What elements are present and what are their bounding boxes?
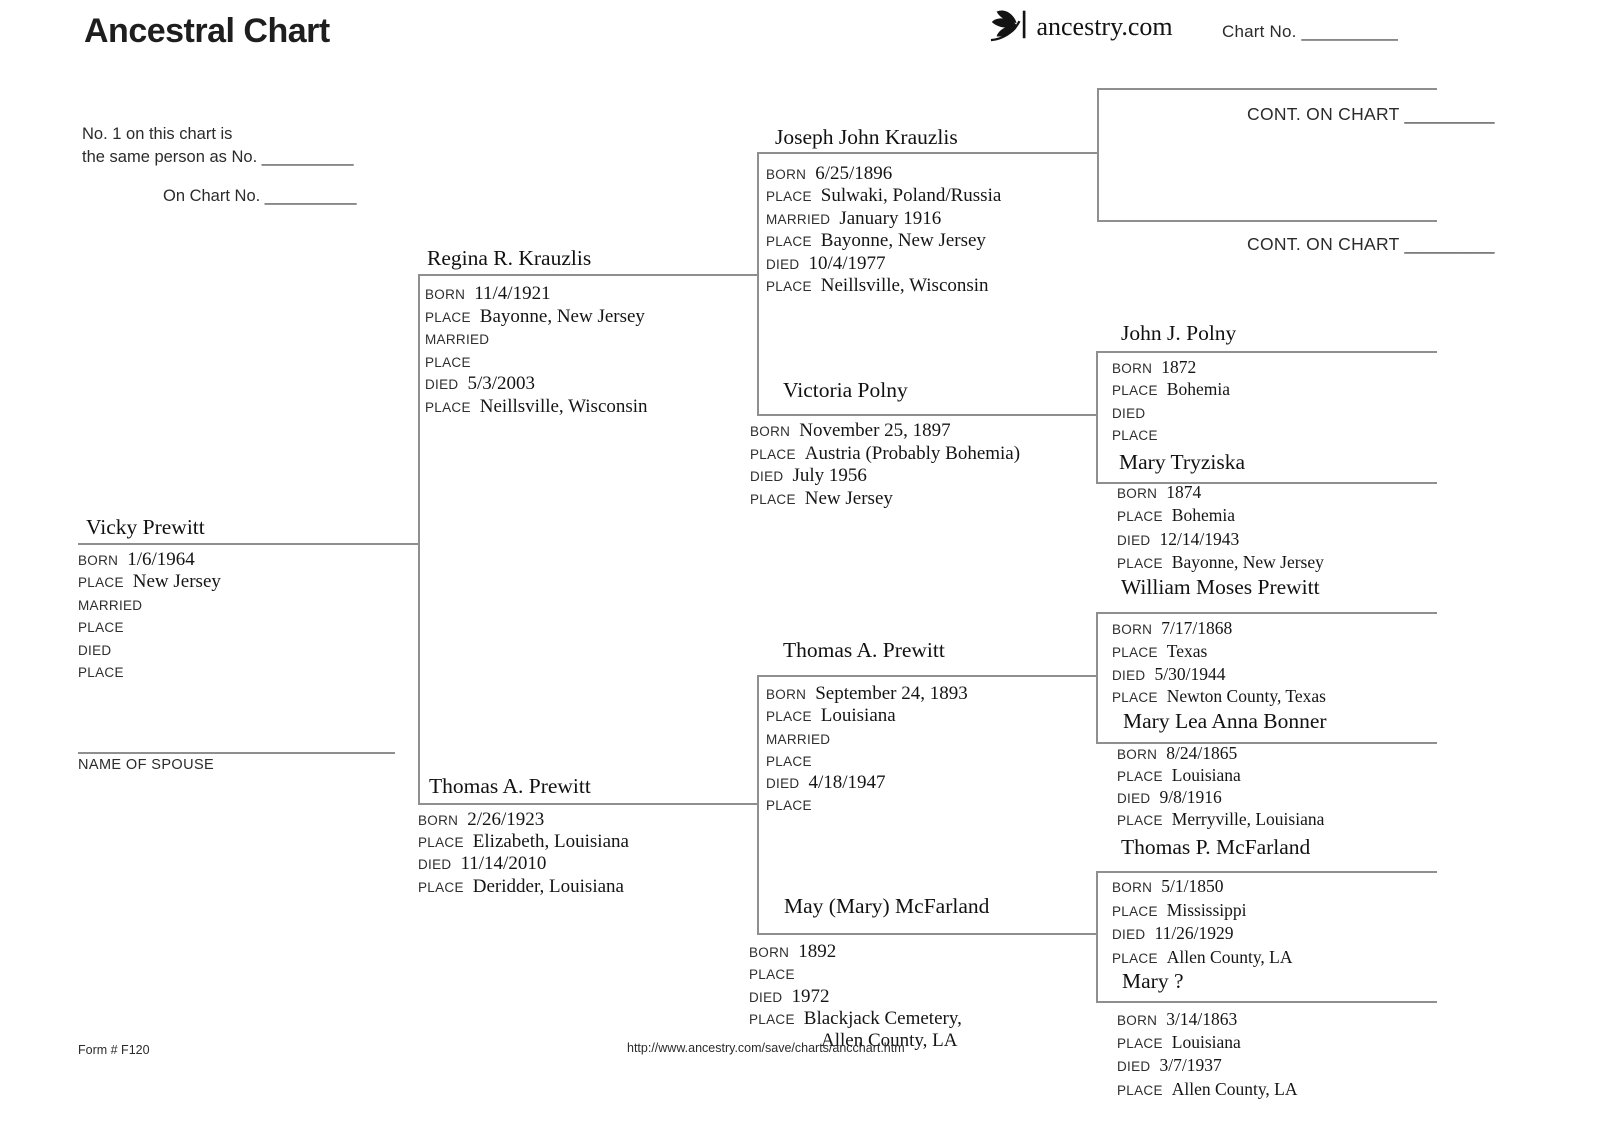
- field-label: PLACE: [766, 709, 812, 725]
- person-fields: [1117, 1008, 1298, 1101]
- field-label: BORN: [418, 813, 459, 828]
- field-value: Allen County, LA: [1171, 1078, 1298, 1099]
- person-name: Mary Tryziska: [1119, 450, 1246, 474]
- field-value: 10/4/1977: [808, 252, 886, 274]
- person-field-row: [1117, 808, 1324, 830]
- field-value: Louisiana: [1171, 1032, 1241, 1053]
- field-value: 4/18/1947: [808, 772, 886, 794]
- field-label: DIED: [1112, 927, 1146, 942]
- person-field-row: [766, 253, 1001, 275]
- person-name: William Moses Prewitt: [1121, 575, 1320, 599]
- connector-line-victoria: [757, 414, 1097, 416]
- person-field-row: [1112, 685, 1326, 708]
- person-field-row: [1117, 742, 1324, 764]
- connector-line-mary-q: [1096, 1001, 1437, 1003]
- field-value: 2/26/1923: [467, 809, 545, 830]
- person-field-row: [78, 594, 221, 616]
- person-field-row: [425, 306, 648, 329]
- field-label: DIED: [749, 989, 783, 1005]
- connector-line-john-polny: [1096, 351, 1437, 353]
- person-field-row: [425, 396, 648, 419]
- field-label: BORN: [1112, 361, 1153, 376]
- person-name: Regina R. Krauzlis: [427, 246, 592, 270]
- person-field-row: [1112, 356, 1230, 378]
- person-fields: [750, 420, 1020, 510]
- cont-on-chart-blank-1: CONT. ON CHART _________: [1247, 104, 1495, 124]
- field-value: January 1916: [839, 207, 942, 229]
- connector-line-cont-bracket: [1097, 88, 1099, 221]
- person-field-row: [750, 420, 1020, 443]
- field-label: MARRIED: [766, 731, 831, 747]
- person-field-row: [1112, 663, 1326, 686]
- person-name: John J. Polny: [1121, 321, 1237, 345]
- field-value: 8/24/1865: [1166, 743, 1238, 763]
- connector-line-may: [757, 933, 1097, 935]
- field-label: PLACE: [766, 189, 812, 205]
- connector-line-cont-bottom: [1097, 220, 1437, 222]
- field-value: 6/25/1896: [815, 163, 893, 184]
- person-name: Thomas P. McFarland: [1121, 835, 1311, 859]
- person-fields: [766, 683, 968, 817]
- form-number: Form # F120: [78, 1043, 150, 1057]
- field-label: DIED: [1117, 1059, 1151, 1075]
- person-field-row: [766, 750, 968, 772]
- field-value: 5/1/1850: [1161, 876, 1224, 896]
- cont-on-chart-blank-2: CONT. ON CHART _________: [1247, 234, 1495, 254]
- person-field-row: [750, 465, 1020, 488]
- person-field-row: [1117, 504, 1324, 527]
- field-label: PLACE: [1112, 690, 1158, 706]
- field-label: DIED: [418, 857, 452, 873]
- field-label: DIED: [766, 776, 800, 792]
- field-label: BORN: [1117, 1013, 1158, 1028]
- name-of-spouse-label: NAME OF SPOUSE: [78, 757, 215, 773]
- field-label: PLACE: [750, 446, 796, 462]
- field-label: PLACE: [425, 399, 471, 415]
- page-title: Ancestral Chart: [84, 12, 330, 50]
- field-label: PLACE: [1112, 383, 1158, 399]
- connector-line-polny-bracket: [1096, 351, 1098, 483]
- field-value: Sulwaki, Poland/Russia: [820, 185, 1002, 207]
- field-value: Bayonne, New Jersey: [1171, 551, 1324, 572]
- field-label: DIED: [1117, 532, 1151, 548]
- note-line-2: the same person as No. __________: [82, 148, 354, 166]
- field-value: 1892: [798, 941, 837, 962]
- person-field-row: [1117, 1054, 1298, 1077]
- field-label: BORN: [750, 424, 791, 439]
- person-name: Joseph John Krauzlis: [775, 125, 958, 149]
- person-field-row: [766, 683, 968, 705]
- field-label: PLACE: [425, 354, 471, 370]
- field-value: Newton County, Texas: [1166, 686, 1326, 707]
- person-field-row: [766, 794, 968, 816]
- field-value: 12/14/1943: [1159, 528, 1240, 549]
- person-field-row: [749, 986, 962, 1008]
- person-field-row: [1117, 764, 1324, 786]
- person-fields: [749, 941, 962, 1052]
- field-value: Elizabeth, Louisiana: [472, 831, 629, 853]
- field-value: 5/30/1944: [1154, 663, 1226, 684]
- connector-line-thomas-1923: [418, 803, 758, 805]
- field-label: PLACE: [78, 575, 124, 591]
- connector-line-prewitt-gp-bracket: [1096, 612, 1098, 743]
- field-label: PLACE: [425, 309, 471, 325]
- field-label: MARRIED: [766, 211, 831, 227]
- field-label: PLACE: [78, 620, 124, 636]
- person-fields: [78, 549, 221, 683]
- field-value: 1874: [1166, 482, 1202, 502]
- person-field-row: [1112, 617, 1326, 640]
- field-label: BORN: [1117, 747, 1158, 762]
- field-label: DIED: [1112, 667, 1146, 683]
- field-label: BORN: [766, 167, 807, 182]
- person-field-row: [1112, 899, 1293, 923]
- person-field-row: [425, 328, 648, 351]
- connector-line-vicky: [78, 543, 419, 545]
- person-fields: [425, 283, 648, 418]
- person-name: Mary Lea Anna Bonner: [1123, 709, 1327, 733]
- field-label: PLACE: [766, 753, 812, 769]
- field-label: DIED: [750, 469, 784, 484]
- person-field-row: [418, 853, 629, 875]
- person-field-row: [766, 728, 968, 750]
- person-field-row: [418, 831, 629, 853]
- field-label: PLACE: [1117, 769, 1163, 784]
- person-field-row: [766, 705, 968, 727]
- field-label: PLACE: [766, 278, 812, 294]
- person-field-row: [766, 208, 1001, 230]
- person-field-row: [749, 941, 962, 963]
- person-fields: [1117, 481, 1324, 574]
- spouse-blank-line: [78, 752, 395, 754]
- person-fields: [1112, 356, 1230, 446]
- field-label: BORN: [1117, 486, 1158, 501]
- field-label: PLACE: [1112, 903, 1158, 919]
- connector-line-william: [1096, 612, 1437, 614]
- person-field-row: [766, 230, 1001, 252]
- person-field-row: [78, 616, 221, 638]
- field-label: DIED: [1112, 405, 1146, 421]
- field-label: PLACE: [78, 664, 124, 680]
- field-value: Austria (Probably Bohemia): [804, 442, 1021, 464]
- person-name: Thomas A. Prewitt: [783, 638, 945, 662]
- field-value: Louisiana: [1171, 765, 1241, 785]
- person-name: Vicky Prewitt: [86, 515, 205, 539]
- person-field-row: [78, 661, 221, 683]
- person-field-row: [766, 772, 968, 794]
- field-value: 7/17/1868: [1161, 618, 1233, 638]
- field-value: 5/3/2003: [467, 373, 536, 394]
- field-value: New Jersey: [804, 487, 893, 509]
- connector-line-mcfarland-bracket: [1096, 871, 1098, 1002]
- field-label: PLACE: [1112, 950, 1158, 966]
- field-value: Texas: [1166, 640, 1208, 661]
- person-field-row: [1117, 481, 1324, 504]
- person-field-row: [1117, 1078, 1298, 1101]
- person-field-row: [425, 351, 648, 374]
- field-value: 3/14/1863: [1166, 1009, 1238, 1029]
- field-label: BORN: [1112, 880, 1153, 895]
- field-value: Blackjack Cemetery,: [803, 1007, 962, 1029]
- person-fields: [1112, 875, 1293, 969]
- person-name: May (Mary) McFarland: [784, 894, 990, 918]
- brand-wordmark: ancestry.com: [1036, 11, 1173, 41]
- person-field-row: [1112, 378, 1230, 400]
- connector-line-joseph: [757, 152, 1098, 154]
- person-fields: [1112, 617, 1326, 708]
- person-field-row: [1117, 528, 1324, 551]
- person-field-row: [1117, 786, 1324, 808]
- field-value: Allen County, LA: [821, 1030, 958, 1052]
- field-label: PLACE: [1117, 555, 1163, 571]
- person-name: Thomas A. Prewitt: [429, 774, 591, 798]
- field-label: DIED: [766, 256, 800, 272]
- note-line-1: No. 1 on this chart is: [82, 125, 233, 143]
- field-label: PLACE: [418, 835, 464, 851]
- ancestry-leaf-icon: [988, 30, 1034, 47]
- field-value: 3/7/1937: [1159, 1055, 1222, 1076]
- field-value: July 1956: [792, 465, 867, 486]
- connector-line-prewitt-bracket: [757, 675, 759, 935]
- person-field-row: [1112, 875, 1293, 899]
- person-field-row: [766, 163, 1001, 185]
- field-label: PLACE: [766, 234, 812, 250]
- person-field-row: [766, 185, 1001, 207]
- person-field-row: [78, 549, 221, 571]
- field-label: PLACE: [766, 798, 812, 814]
- ancestry-url: http://www.ancestry.com/save/charts/ancchart.htm: [627, 1041, 905, 1055]
- field-value: Louisiana: [820, 705, 896, 727]
- field-value: Bohemia: [1166, 379, 1230, 400]
- person-field-row: [749, 963, 962, 985]
- field-value: Neillsville, Wisconsin: [820, 274, 989, 296]
- field-label: PLACE: [418, 879, 464, 895]
- field-label: PLACE: [1117, 509, 1163, 525]
- person-field-row: [750, 488, 1020, 511]
- field-label: DIED: [425, 377, 459, 392]
- person-field-row: [1112, 401, 1230, 423]
- field-value: New Jersey: [132, 571, 221, 593]
- person-fields: [418, 809, 629, 898]
- person-field-row: [1117, 1008, 1298, 1031]
- person-fields: [766, 163, 1001, 297]
- person-field-row: [1112, 922, 1293, 946]
- person-field-row: [418, 809, 629, 831]
- person-field-row: [425, 283, 648, 306]
- field-value: Mississippi: [1166, 899, 1247, 920]
- person-field-row: [1112, 946, 1293, 970]
- connector-line-thomas-1893: [757, 675, 1098, 677]
- person-field-row: [78, 571, 221, 593]
- field-label: PLACE: [1112, 644, 1158, 660]
- person-name: Victoria Polny: [783, 378, 908, 402]
- ancestry-logo: [988, 5, 1173, 48]
- field-value: 1972: [791, 985, 830, 1007]
- person-field-row: [1117, 1031, 1298, 1054]
- field-value: Bayonne, New Jersey: [820, 230, 986, 252]
- field-value: September 24, 1893: [815, 683, 968, 704]
- field-label: PLACE: [749, 967, 795, 983]
- person-field-row: [425, 373, 648, 396]
- field-value: Neillsville, Wisconsin: [479, 395, 648, 417]
- field-value: 1872: [1161, 357, 1197, 377]
- person-field-row: [749, 1008, 962, 1030]
- person-field-row: [1117, 551, 1324, 574]
- field-label: BORN: [78, 553, 119, 568]
- connector-line-regina: [418, 274, 758, 276]
- connector-line-gen2-bracket: [418, 274, 420, 804]
- field-value: 11/4/1921: [474, 283, 551, 304]
- field-value: Allen County, LA: [1166, 946, 1293, 967]
- field-label: BORN: [766, 687, 807, 702]
- field-label: PLACE: [750, 491, 796, 507]
- field-value: Deridder, Louisiana: [472, 875, 624, 897]
- field-label: BORN: [749, 945, 790, 960]
- person-field-row: [418, 876, 629, 898]
- field-label: PLACE: [1117, 1082, 1163, 1098]
- person-field-row: [1112, 423, 1230, 445]
- chart-no-blank: Chart No. __________: [1222, 22, 1399, 41]
- person-field-row: [750, 443, 1020, 466]
- connector-line-cont-top: [1097, 88, 1437, 90]
- person-fields: [1117, 742, 1324, 830]
- field-label: MARRIED: [425, 332, 490, 347]
- note-line-3: On Chart No. __________: [163, 187, 357, 205]
- person-field-row: [1112, 640, 1326, 663]
- field-value: Bohemia: [1171, 505, 1235, 526]
- field-label: PLACE: [1112, 428, 1158, 444]
- person-name: Mary ?: [1122, 969, 1184, 993]
- field-value: 9/8/1916: [1159, 787, 1222, 807]
- field-value: 11/14/2010: [460, 853, 547, 875]
- field-label: MARRIED: [78, 597, 143, 613]
- field-value: 11/26/1929: [1154, 923, 1234, 943]
- field-label: DIED: [78, 642, 112, 658]
- person-field-row: [766, 275, 1001, 297]
- connector-line-thomas-p: [1096, 871, 1437, 873]
- field-label: PLACE: [1117, 1036, 1163, 1052]
- field-value: 1/6/1964: [127, 549, 195, 570]
- field-label: PLACE: [1117, 813, 1163, 828]
- field-value: November 25, 1897: [799, 420, 951, 441]
- field-value: Bayonne, New Jersey: [479, 305, 645, 327]
- connector-line-krauzlis-bracket: [757, 152, 759, 415]
- field-label: DIED: [1117, 791, 1151, 806]
- person-field-row: [78, 639, 221, 661]
- field-label: BORN: [1112, 622, 1153, 637]
- field-label: BORN: [425, 287, 466, 302]
- field-label: PLACE: [749, 1011, 795, 1027]
- field-value: Merryville, Louisiana: [1171, 809, 1325, 829]
